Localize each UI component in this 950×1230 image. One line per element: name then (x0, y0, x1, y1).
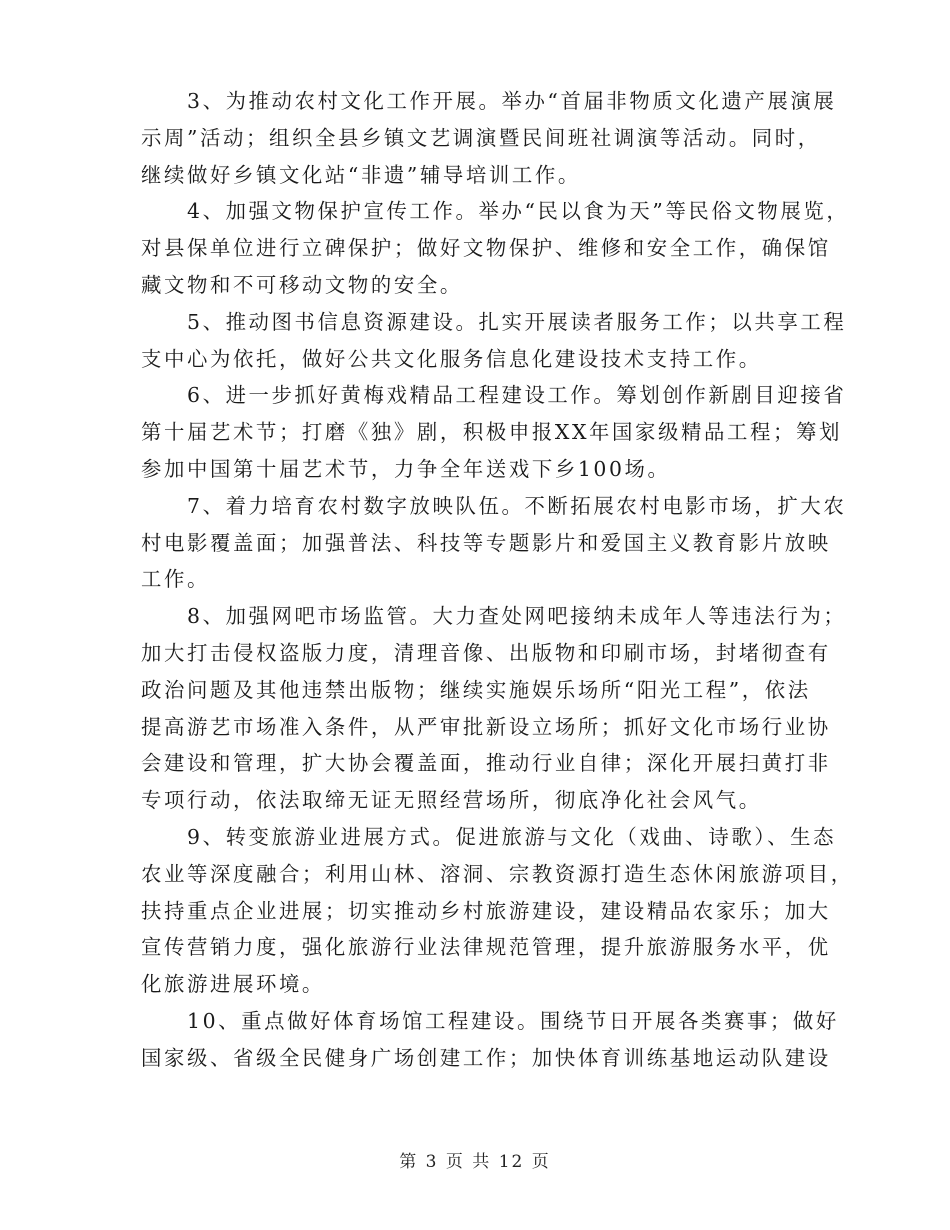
text-line: 扶持重点企业进展；切实推动乡村旅游建设，建设精品农家乐；加大 (141, 898, 831, 923)
text-line: 继续做好乡镇文化站“非遗”辅导培训工作。 (141, 162, 581, 187)
text-line: 4、加强文物保护宣传工作。举办“民以食为天”等民俗文物展览， (187, 199, 850, 224)
text-line: 3、为推动农村文化工作开展。举办“首届非物质文化遗产展演展 (187, 89, 837, 113)
text-line: 农业等深度融合；利用山林、溶洞、宗教资源打造生态休闲旅游项目， (141, 861, 854, 886)
text-line: 村电影覆盖面；加强普法、科技等专题影片和爱国主义教育影片放映 (141, 530, 831, 555)
text-line: 工作。 (141, 567, 210, 592)
text-line: 化旅游进展环境。 (141, 972, 325, 997)
text-line: 提高游艺市场准入条件，从严审批新设立场所；抓好文化市场行业协 (141, 714, 831, 739)
text-line: 国家级、省级全民健身广场创建工作；加快体育训练基地运动队建设 (141, 1045, 831, 1070)
text-line: 10、重点做好体育场馆工程建设。围绕节日开展各类赛事；做好 (187, 1008, 839, 1033)
text-line: 7、着力培育农村数字放映队伍。不断拓展农村电影市场，扩大农 (187, 493, 847, 518)
text-line: 宣传营销力度，强化旅游行业法律规范管理，提升旅游服务水平，优 (141, 935, 831, 960)
page-footer: 第 3 页 共 12 页 (399, 1152, 551, 1172)
text-line: 6、进一步抓好黄梅戏精品工程建设工作。筹划创作新剧目迎接省 (187, 383, 847, 408)
text-line: 参加中国第十届艺术节，力争全年送戏下乡100场。 (141, 456, 671, 481)
text-line: 5、推动图书信息资源建设。扎实开展读者服务工作；以共享工程 (187, 309, 847, 334)
text-line: 对县保单位进行立碑保护；做好文物保护、维修和安全工作，确保馆 (141, 236, 831, 261)
text-line: 加大打击侵权盗版力度，清理音像、出版物和印刷市场，封堵彻查有 (141, 640, 831, 665)
text-line: 专项行动，依法取缔无证无照经营场所，彻底净化社会风气。 (141, 788, 762, 813)
text-line: 会建设和管理，扩大协会覆盖面，推动行业自律；深化开展扫黄打非 (141, 751, 831, 776)
text-line: 政治问题及其他违禁出版物；继续实施娱乐场所“阳光工程”，依法 (141, 677, 811, 702)
text-line: 9、转变旅游业进展方式。促进旅游与文化（戏曲、诗歌）、生态 (187, 824, 837, 849)
text-line: 第十届艺术节；打磨《独》剧，积极申报XX年国家级精品工程；筹划 (141, 420, 842, 445)
document-body (141, 83, 854, 1077)
text-line: 藏文物和不可移动文物的安全。 (141, 272, 463, 297)
text-line: 8、加强网吧市场监管。大力查处网吧接纳未成年人等违法行为； (187, 604, 847, 629)
text-line: 支中心为依托，做好公共文化服务信息化建设技术支持工作。 (141, 346, 762, 371)
text-line: 示周”活动；组织全县乡镇文艺调演暨民间班社调演等活动。同时， (141, 125, 821, 150)
